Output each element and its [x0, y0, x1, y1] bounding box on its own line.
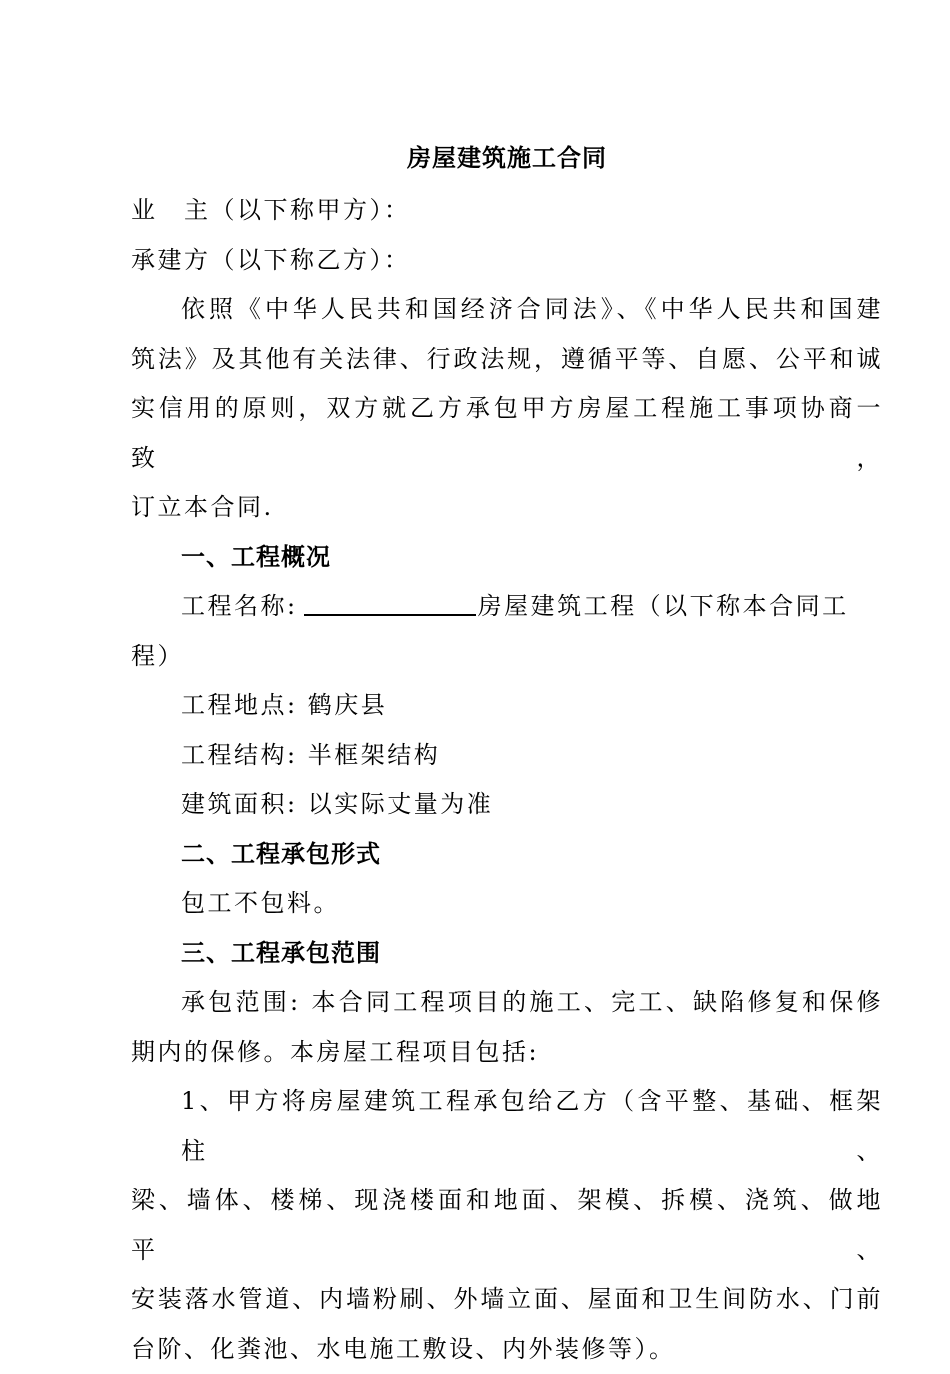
project-name-label: 工程名称: [181, 592, 298, 620]
project-name-blank [304, 588, 476, 616]
item-1-line-1: 1、甲方将房屋建筑工程承包给乙方（含平整、基础、框架柱、 [131, 1077, 883, 1176]
document-title: 房屋建筑施工合同 [131, 136, 883, 180]
project-name-suffix: 房屋建筑工程（以下称本合同工 [478, 592, 849, 620]
project-location: 工程地点: 鹤庆县 [131, 681, 883, 731]
contract-form: 包工不包料。 [131, 879, 883, 929]
project-area: 建筑面积: 以实际丈量为准 [131, 780, 883, 830]
item-1-line-3: 安装落水管道、内墙粉刷、外墙立面、屋面和卫生间防水、门前 [131, 1275, 883, 1325]
item-1-line-2: 梁、墙体、楼梯、现浇楼面和地面、架模、拆模、浇筑、做地平、 [131, 1176, 883, 1275]
intro-line-2: 筑法》及其他有关法律、行政法规，遵循平等、自愿、公平和诚 [131, 335, 883, 385]
owner-line: 业 主（以下称甲方）： [131, 186, 883, 236]
scope-line-2: 期内的保修。本房屋工程项目包括: [131, 1028, 883, 1078]
intro-line-1: 依照《中华人民共和国经济合同法》、《中华人民共和国建 [131, 285, 883, 335]
section-2-heading: 二、工程承包形式 [131, 830, 883, 880]
contractor-line: 承建方（以下称乙方）： [131, 236, 883, 286]
section-3-heading: 三、工程承包范围 [131, 929, 883, 979]
item-1-line-4: 台阶、化粪池、水电施工敷设、内外装修等）。 [131, 1325, 883, 1374]
scope-line-1: 承包范围: 本合同工程项目的施工、完工、缺陷修复和保修 [131, 978, 883, 1028]
intro-line-4: 订立本合同. [131, 483, 883, 533]
contract-page [131, 136, 883, 1374]
project-structure: 工程结构: 半框架结构 [131, 731, 883, 781]
project-name-suffix-2: 程） [131, 632, 883, 682]
section-1-heading: 一、工程概况 [131, 533, 883, 583]
project-name-line [131, 582, 883, 632]
intro-line-3: 实信用的原则，双方就乙方承包甲方房屋工程施工事项协商一致， [131, 384, 883, 483]
